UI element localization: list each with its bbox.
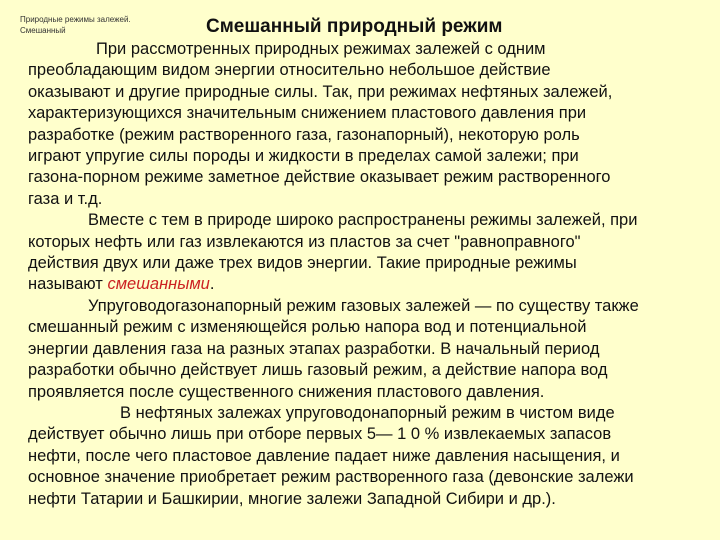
paragraph-2-line: Вместе с тем в природе широко распространены режимы залежей, при	[88, 211, 638, 230]
paragraph-4-line: основное значение приобретает режим растворенного газа (девонские залежи	[28, 468, 634, 487]
paragraph-4-line: действует обычно лишь при отборе первых 5— 1 0 % извлекаемых запасов	[28, 425, 612, 444]
paragraph-4-line: нефти Татарии и Башкирии, многие залежи Западной Сибири и др.).	[28, 489, 556, 508]
paragraph-1-line: разработке (режим растворенного газа, газонапорный), некоторую роль	[28, 125, 580, 144]
paragraph-4-line: нефти, после чего пластовое давление падает ниже давления насыщения, и	[28, 446, 620, 465]
paragraph-1-line: газа и т.д.	[28, 189, 103, 208]
paragraph-2-line: которых нефть или газ извлекаются из пластов за счет "равноправного"	[28, 232, 581, 251]
paragraph-3-line: смешанный режим с изменяющейся ролью напора вод и потенциальной	[28, 318, 587, 337]
paragraph-2-last-line	[28, 274, 718, 295]
breadcrumb-line-2: Смешанный	[20, 26, 66, 35]
paragraph-3-line: разработки обычно действует лишь газовый режим, а действие напора вод	[28, 361, 608, 380]
paragraph-1-line: газона-порном режиме заметное действие оказывает режим растворенного	[28, 168, 611, 187]
paragraph-3-line: энергии давления газа на разных этапах разработки. В начальный период	[28, 339, 600, 358]
paragraph-1-line: При рассмотренных природных режимах залежей с одним	[96, 40, 546, 58]
paragraph-1-line: играют упругие силы породы и жидкости в пределах самой залежи; при	[28, 147, 579, 166]
paragraph-1-line: преобладающим видом энергии относительно небольшое действие	[28, 61, 551, 80]
paragraph-3-line: проявляется после существенного снижения пластового давления.	[28, 382, 545, 401]
paragraph-1-line: оказывают и другие природные силы. Так, при режимах нефтяных залежей,	[28, 82, 613, 101]
paragraph-3-line: Упруговодогазонапорный режим газовых залежей — по существу также	[88, 296, 639, 315]
page-title: Смешанный природный режим	[206, 16, 503, 37]
paragraph-2-line: действия двух или даже трех видов энергии. Такие природные режимы	[28, 254, 577, 273]
highlighted-term: смешанными	[107, 275, 210, 294]
paragraph-2-prefix: называют	[28, 275, 108, 294]
paragraph-1-line: характеризующихся значительным снижением пластового давления при	[28, 104, 587, 123]
breadcrumb-line-1: Природные режимы залежей.	[20, 15, 131, 24]
breadcrumb	[20, 14, 170, 36]
document-body	[28, 39, 718, 510]
paragraph-4-line: В нефтяных залежах упруговодонапорный режим в чистом виде	[120, 403, 615, 422]
paragraph-2-suffix: .	[209, 275, 215, 294]
